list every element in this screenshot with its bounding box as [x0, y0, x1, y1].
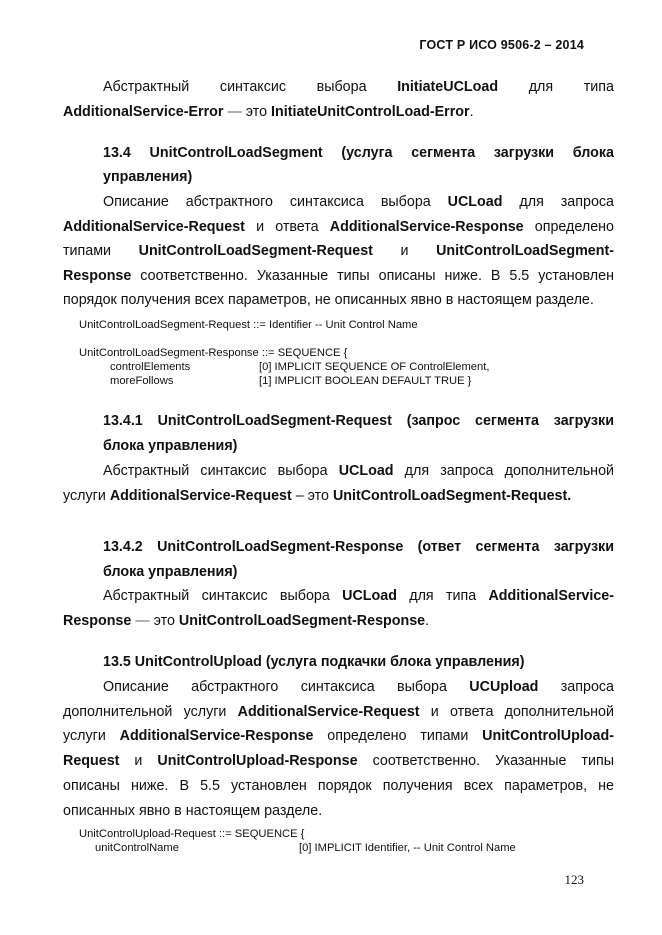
paragraph-ucload-desc-5: порядок получения всех параметров, не описанных явно в настоящем разделе. — [63, 292, 594, 308]
paragraph-ucload-response: Абстрактный синтаксис выбора UCLoad для типа AdditionalService- — [103, 588, 614, 604]
code-field-name: moreFollows — [110, 375, 174, 387]
heading-13-4-2: 13.4.2 UnitControlLoadSegment-Response (ответ сегмента загрузки — [103, 539, 614, 555]
paragraph-ucload-desc-3: типами UnitControlLoadSegment-Request и UnitControlLoadSegment- — [63, 243, 614, 259]
code-field-type: [1] IMPLICIT BOOLEAN DEFAULT TRUE } — [259, 375, 472, 387]
paragraph-ucload-desc-2: AdditionalService-Request и ответа AdditionalService-Response определено — [63, 218, 614, 235]
paragraph-initiate-ucload-cont: AdditionalService-Error — это InitiateUnitControlLoad-Error. — [63, 103, 474, 120]
paragraph-ucload-desc-1: Описание абстрактного синтаксиса выбора UCLoad для запроса — [103, 194, 614, 210]
code-field-type: [0] IMPLICIT SEQUENCE OF ControlElement, — [259, 361, 490, 373]
paragraph-ucupload-desc-5: описаны ниже. В 5.5 установлен порядок получения всех параметров, не — [63, 778, 614, 794]
code-load-segment-response: UnitControlLoadSegment-Response ::= SEQUENCE { — [79, 347, 348, 359]
paragraph-ucload-request: Абстрактный синтаксис выбора UCLoad для запроса дополнительной — [103, 463, 614, 479]
code-field-name: controlElements — [110, 361, 191, 373]
heading-13-4-1: 13.4.1 UnitControlLoadSegment-Request (запрос сегмента загрузки — [103, 413, 614, 429]
paragraph-ucupload-desc-2: дополнительной услуги AdditionalService-Request и ответа дополнительной — [63, 703, 614, 720]
document-header: ГОСТ Р ИСО 9506-2 – 2014 — [419, 38, 584, 52]
heading-13-5: 13.5 UnitControlUpload (услуга подкачки блока управления) — [103, 653, 525, 670]
paragraph-ucload-response-cont: Response — это UnitControlLoadSegment-Response. — [63, 612, 430, 629]
heading-13-4-cont: управления) — [103, 169, 193, 185]
paragraph-ucupload-desc-1: Описание абстрактного синтаксиса выбора UCUpload запроса — [103, 679, 614, 695]
code-load-segment-request: UnitControlLoadSegment-Request ::= Identifier -- Unit Control Name — [79, 319, 418, 331]
code-upload-request: UnitControlUpload-Request ::= SEQUENCE { — [79, 828, 305, 840]
code-field-name: unitControlName — [95, 842, 179, 854]
paragraph-ucupload-desc-4: Request и UnitControlUpload-Response соответственно. Указанные типы — [63, 753, 614, 769]
page-number: 123 — [564, 872, 584, 887]
heading-13-4-2-cont: блока управления) — [103, 563, 238, 580]
code-field-type: [0] IMPLICIT Identifier, -- Unit Control Name — [299, 842, 516, 854]
heading-13-4-1-cont: блока управления) — [103, 437, 238, 454]
paragraph-ucupload-desc-6: описанных явно в настоящем разделе. — [63, 802, 323, 819]
paragraph-ucload-request-cont: услуги AdditionalService-Request – это UnitControlLoadSegment-Request. — [63, 488, 572, 504]
paragraph-initiate-ucload: Абстрактный синтаксис выбора InitiateUCLoad для типа — [103, 79, 614, 95]
heading-13-4: 13.4 UnitControlLoadSegment (услуга сегмента загрузки блока — [103, 145, 614, 161]
paragraph-ucload-desc-4: Response соответственно. Указанные типы описаны ниже. В 5.5 установлен — [63, 267, 614, 284]
paragraph-ucupload-desc-3: услуги AdditionalService-Response определено типами UnitControlUpload- — [63, 728, 614, 744]
